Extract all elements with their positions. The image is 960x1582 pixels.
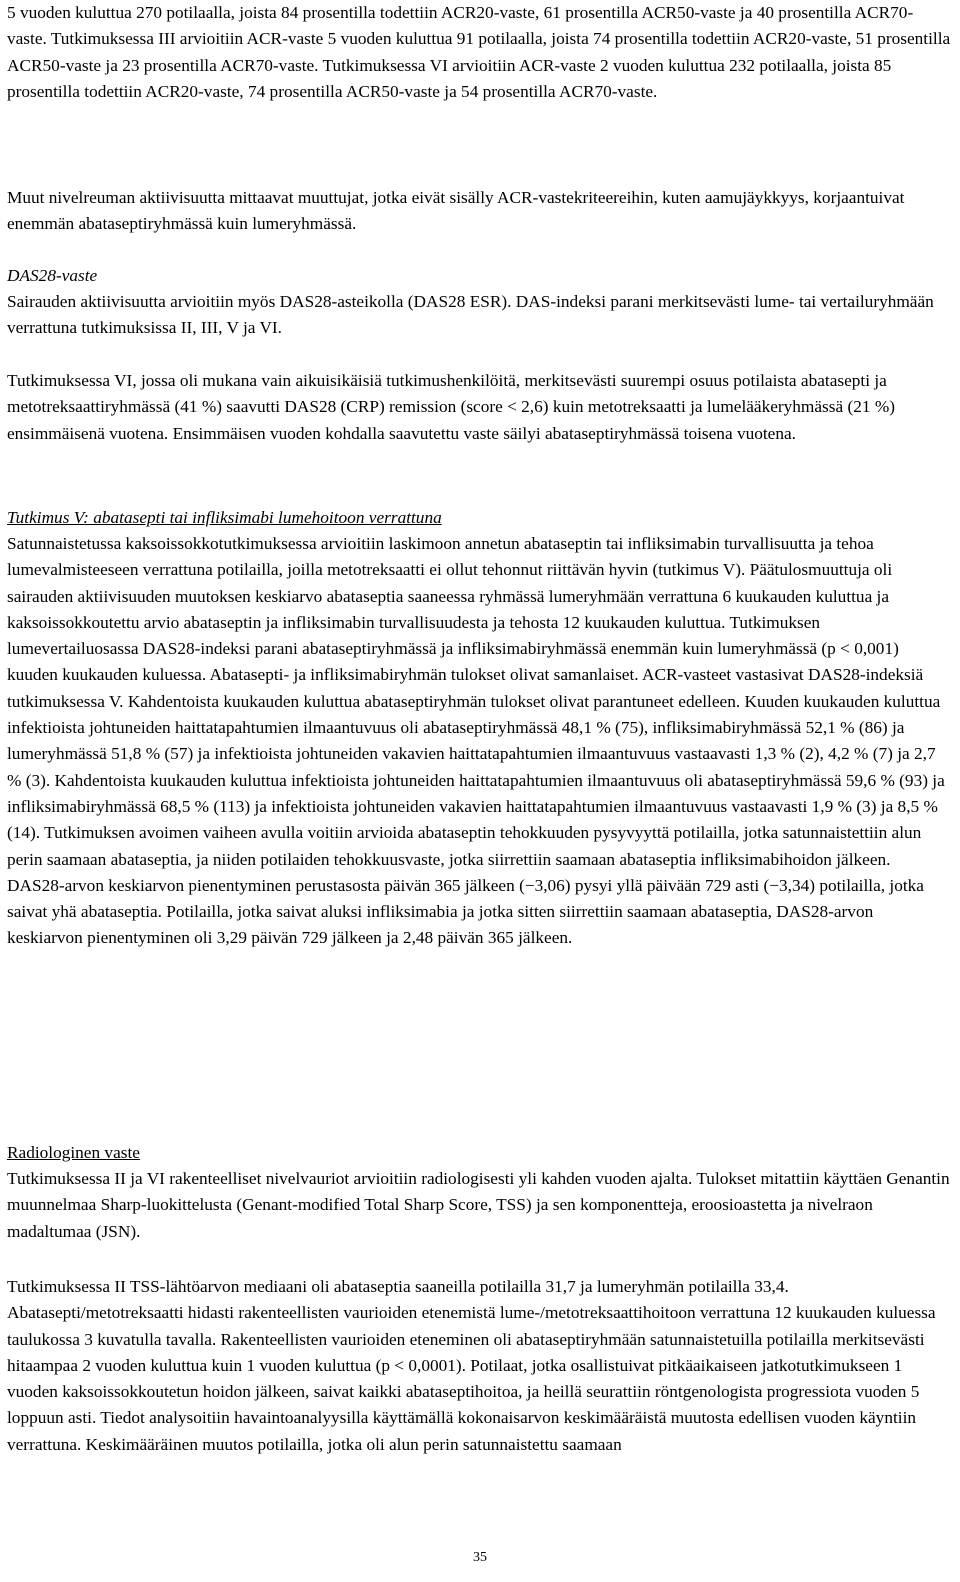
heading-radiological-response: Radiologinen vaste <box>7 1143 140 1162</box>
paragraph-radiological-method: Tutkimuksessa II ja VI rakenteelliset nivelvauriot arvioitiin radiologisesti yli kahden vuoden ajalta. Tulokset mitattiin käyttäen Genantin muunnelmaa Sharp-luokittelusta (Genant-modified Total Sharp Score, TSS) ja sen komponentteja, eroosioastetta ja nivelraon madaltumaa (JSN). <box>7 1169 950 1241</box>
paragraph-acr-response: 5 vuoden kuluttua 270 potilaalla, joista 84 prosentilla todettiin ACR20-vaste, 61 prosentilla ACR50-vaste ja 40 prosentilla ACR70-vaste. Tutkimuksessa III arvioitiin ACR-vaste 5 vuoden kuluttua 91 potilaalla, joista 74 prosentilla todettiin ACR20-vaste, 51 prosentilla ACR50-vaste ja 23 prosentilla ACR70-vaste. Tutkimuksessa VI arvioitiin ACR-vaste 2 vuoden kuluttua 232 potilaalla, joista 85 prosentilla todettiin ACR20-vaste, 74 prosentilla ACR50-vaste ja 54 prosentilla ACR70-vaste. <box>7 3 951 101</box>
paragraph-study-vi-remission: Tutkimuksessa VI, jossa oli mukana vain aikuisikäisiä tutkimushenkilöitä, merkitsevästi suurempi osuus potilaista abatasepti ja metotreksaattiryhmässä (41 %) saavutti DAS28 (CRP) remission (score < 2,6) kuin metotreksaatti ja lumelääkeryhmässä (21 %) ensimmäisenä vuotena. Ensimmäisen vuoden kohdalla saavutettu vaste säilyi abataseptiryhmässä toisena vuotena. <box>7 371 895 443</box>
paragraph-das28-esr: Sairauden aktiivisuutta arvioitiin myös DAS28-asteikolla (DAS28 ESR). DAS-indeksi parani merkitsevästi lume- tai vertailuryhmään verrattuna tutkimuksissa II, III, V ja VI. <box>7 292 934 338</box>
paragraph-study-v-details: Satunnaistetussa kaksoissokkotutkimuksessa arvioitiin laskimoon annetun abataseptin tai infliksimabin turvallisuutta ja tehoa lumevalmisteeseen verrattuna potilailla, joilla metotreksaatti ei ollut tehonnut riittävän hyvin (tutkimus V). Päätulosmuuttuja oli sairauden aktiivisuuden muutoksen keskiarvo abataseptia saaneessa ryhmässä lumeryhmään verrattuna 6 kuukauden kuluttua ja kaksoissokkoutettu arvio abataseptin ja infliksimabin turvallisuudesta ja tehosta 12 kuukauden kuluttua. Tutkimuksen lumevertailuosassa DAS28-indeksi parani abataseptiryhmässä ja infliksimabiryhmässä enemmän kuin lumeryhmässä (p < 0,001) kuuden kuukauden kuluessa. Abatasepti- ja infliksimabiryhmän tulokset olivat samanlaiset. ACR-vasteet vastasivat DAS28-indeksiä tutkimuksessa V. Kahdentoista kuukauden kuluttua abataseptiryhmän tulokset olivat parantuneet edelleen. Kuuden kuukauden kuluttua infektioista johtuneiden haittatapahtumien ilmaantuvuus oli abataseptiryhmässä 48,1 % (75), infliksimabiryhmässä 52,1 % (86) ja lumeryhmässä 51,8 % (57) ja infektioista johtuneiden vakavien haittatapahtumien ilmaantuvuus vastaavasti 1,3 % (2), 4,2 % (7) ja 2,7 % (3). Kahdentoista kuukauden kuluttua infektioista johtuneiden haittatapahtumien ilmaantuvuus oli abataseptiryhmässä 59,6 % (93) ja infliksimabiryhmässä 68,5 % (113) ja infektioista johtuneiden vakavien haittatapahtumien ilmaantuvuus vastaavasti 1,9 % (3) ja 8,5 % (14). Tutkimuksen avoimen vaiheen avulla voitiin arvioida abataseptin tehokkuuden pysyvyyttä potilailla, jotka satunnaistettiin alun perin saamaan abataseptia, ja niiden potilaiden tehokkuusvaste, jotka siirrettiin saamaan abataseptia infliksimabihoidon jälkeen. DAS28-arvon keskiarvon pienentyminen perustasosta päivän 365 jälkeen (−3,06) pysyi yllä päivään 729 asti (−3,34) potilailla, jotka saivat yhä abataseptia. Potilailla, jotka saivat aluksi infliksimabia ja jotka sitten siirrettiin saamaan abataseptia, DAS28-arvon keskiarvon pienentyminen oli 3,29 päivän 729 jälkeen ja 2,48 päivän 365 jälkeen. <box>7 534 945 948</box>
heading-study-v: Tutkimus V: abatasepti tai infliksimabi lumehoitoon verrattuna <box>7 508 442 527</box>
paragraph-other-variables: Muut nivelreuman aktiivisuutta mittaavat muuttujat, jotka eivät sisälly ACR-vastekriteereihin, kuten aamujäykkyys, korjaantuivat enemmän abataseptiryhmässä kuin lumeryhmässä. <box>7 188 905 234</box>
heading-das28-response: DAS28-vaste <box>7 266 98 285</box>
paragraph-tss-results: Tutkimuksessa II TSS-lähtöarvon mediaani oli abataseptia saaneilla potilailla 31,7 ja lumeryhmän potilailla 33,4. Abatasepti/metotreksaatti hidasti rakenteellisten vaurioiden etenemistä lume-/metotreksaattihoitoon verrattuna 12 kuukauden kuluessa taulukossa 3 kuvatulla tavalla. Rakenteellisten vaurioiden eteneminen oli abataseptiryhmään satunnaistetuilla potilailla merkitsevästi hitaampaa 2 vuoden kuluttua kuin 1 vuoden kuluttua (p < 0,0001). Potilaat, jotka osallistuivat pitkäaikaiseen jatkotutkimukseen 1 vuoden kaksoissokkoutetun hoidon jälkeen, saivat kaikki abataseptihoitoa, ja heillä seurattiin röntgenologista progressiota vuoden 5 loppuun asti. Tiedot analysoitiin havaintoanalyysilla käyttämällä kokonaisarvon keskimääräistä muutosta edellisen vuoden käyntiin verrattuna. Keskimääräinen muutos potilailla, jotka oli alun perin satunnaistettu saamaan <box>7 1277 936 1454</box>
page-number: 35 <box>473 1550 487 1565</box>
